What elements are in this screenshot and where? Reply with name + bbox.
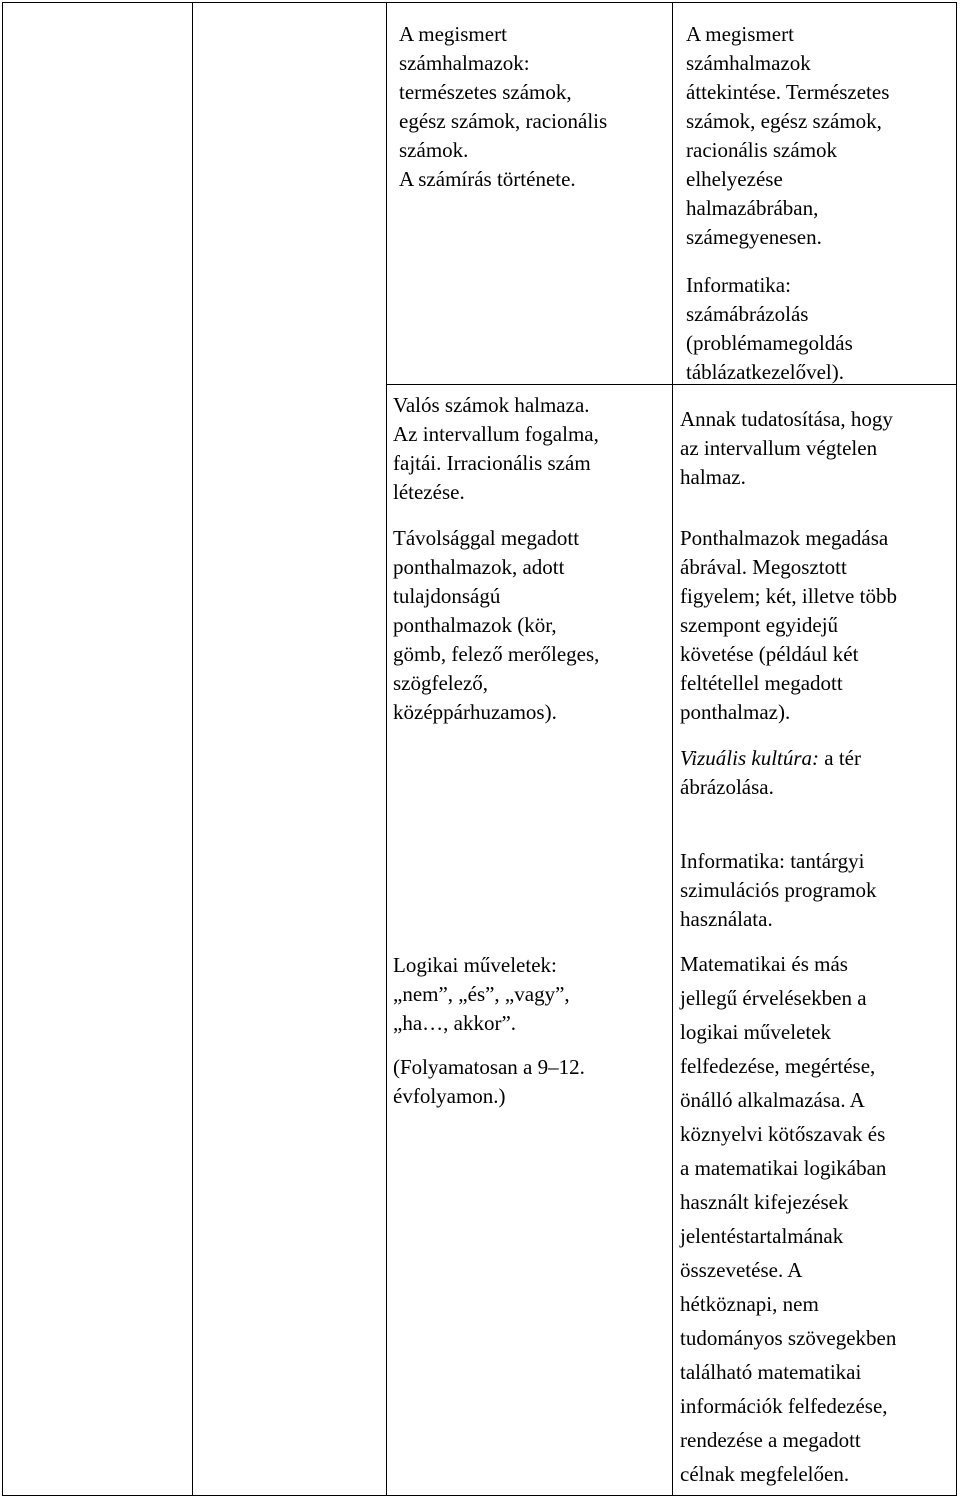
row2-topic: Valós számok halmaza. Az intervallum fogalma, fajtái. Irracionális szám létezése. — [393, 393, 599, 504]
table-border-top — [2, 2, 957, 3]
row3-vizualis-kultura-note: Vizuális kultúra: a tér ábrázolása. — [680, 746, 862, 799]
table-border-bottom — [2, 1495, 957, 1496]
table-border-right — [956, 2, 957, 1496]
row1-topic: A megismert számhalmazok: természetes számok, egész számok, racionális számok. A számírás története. — [399, 22, 608, 191]
vizualis-kultura-label: Vizuális kultúra: — [680, 746, 820, 770]
column-divider-1 — [192, 2, 193, 1496]
row-divider — [386, 384, 957, 385]
row4-content: Matematikai és más jellegű érvelésekben a logikai műveletek felfedezése, megértése, önálló alkalmazása. A köznyelvi kötőszavak és a matematikai logikában használt kifejezések jelentéstartalmának összevetése. A hétköznapi, nem tudományos szövegekben található matematikai információk felfedezése, rendezése a megadott célnak megfelelően. — [680, 952, 897, 1486]
column-divider-3 — [672, 2, 673, 1496]
row1-content: A megismert számhalmazok áttekintése. Természetes számok, egész számok, racionális számok elhelyezése halmazábrában, számegyenesen. — [686, 22, 890, 249]
row1-informatika-note: Informatika: számábrázolás (problémamegoldás táblázatkezelővel). — [686, 273, 853, 384]
row4-topic: Logikai műveletek: „nem”, „és”, „vagy”, „ha…, akkor”. — [393, 953, 570, 1035]
row4-informatika-note: Informatika: tantárgyi szimulációs programok használata. — [680, 849, 877, 931]
row3-topic: Távolsággal megadott ponthalmazok, adott tulajdonságú ponthalmazok (kör, gömb, felező merőleges, szögfelező, középpárhuzamos). — [393, 526, 600, 724]
row3-content: Ponthalmazok megadása ábrával. Megosztott figyelem; két, illetve több szempont egyidejű követése (például két feltétellel megadott ponthalmaz). — [680, 526, 897, 724]
row2-content: Annak tudatosítása, hogy az intervallum végtelen halmaz. — [680, 407, 893, 489]
table-border-left — [2, 2, 3, 1496]
column-divider-2 — [386, 2, 387, 1496]
row4-topic-note: (Folyamatosan a 9–12. évfolyamon.) — [393, 1055, 585, 1108]
